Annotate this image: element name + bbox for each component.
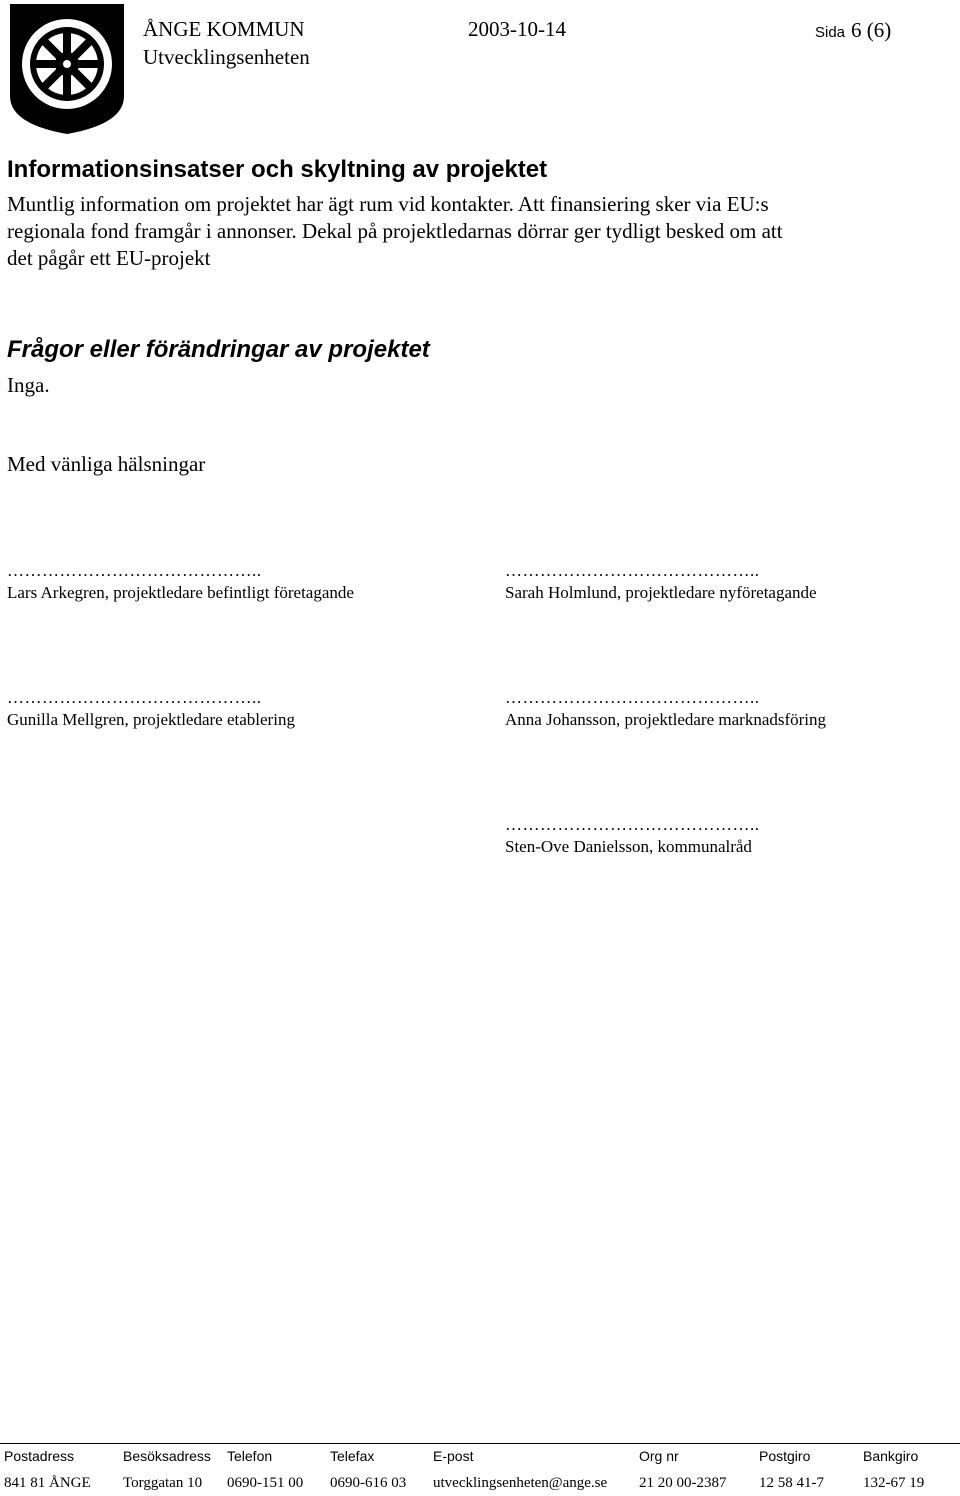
page-label: Sida (815, 24, 846, 41)
page-indicator (815, 18, 891, 43)
footer-divider (0, 1443, 960, 1444)
section-heading-questions: Frågor eller förändringar av projektet (7, 336, 430, 363)
signatory-name: Lars Arkegren, projektledare befintligt företagande (7, 583, 354, 602)
footer-value-visiting-address: Torggatan 10 (123, 1475, 203, 1491)
footer-value-postgiro: 12 58 41-7 (759, 1475, 824, 1491)
footer-value-postal-address: 841 81 ÅNGE (4, 1475, 91, 1491)
signature-block (505, 687, 826, 731)
page-number: 6 (6) (851, 18, 892, 42)
signatory-name: Sarah Holmlund, projektledare nyföretagande (505, 583, 817, 602)
footer-label-phone: Telefon (227, 1448, 273, 1464)
section-text: Inga. (7, 373, 50, 397)
footer-label-org-number: Org nr (639, 1448, 679, 1464)
footer-value-fax: 0690-616 03 (330, 1475, 407, 1491)
wheel-emblem-icon (8, 2, 126, 136)
signatory-name: Gunilla Mellgren, projektledare etablering (7, 710, 295, 729)
footer-label-postal-address: Postadress (4, 1448, 75, 1464)
section-text-line: det pågår ett EU-projekt (7, 246, 211, 270)
signature-line: …………………………………….. (505, 561, 760, 580)
footer-label-email: E-post (433, 1448, 474, 1464)
unit-name: Utvecklingsenheten (143, 45, 310, 69)
footer-label-postgiro: Postgiro (759, 1448, 811, 1464)
document-date: 2003-10-14 (468, 17, 566, 41)
footer-value-bankgiro: 132-67 19 (863, 1475, 925, 1491)
section-text-line: regionala fond framgår i annonser. Dekal på projektledarnas dörrar ger tydligt besked om att (7, 219, 783, 243)
signature-block (7, 687, 295, 731)
signature-block (505, 560, 817, 604)
signature-line: …………………………………….. (505, 688, 760, 707)
municipality-logo (8, 2, 126, 136)
footer-label-fax: Telefax (330, 1448, 375, 1464)
footer-label-bankgiro: Bankgiro (863, 1448, 919, 1464)
footer-label-visiting-address: Besöksadress (123, 1448, 211, 1464)
signature-line: …………………………………….. (7, 688, 262, 707)
signature-line: …………………………………….. (505, 815, 760, 834)
footer-value-email[interactable]: utvecklingsenheten@ange.se (433, 1475, 608, 1491)
signatory-name: Sten-Ove Danielsson, kommunalråd (505, 837, 752, 856)
section-heading-information: Informationsinsatser och skyltning av projektet (7, 156, 548, 183)
section-text-line: Muntlig information om projektet har ägt rum vid kontakter. Att finansiering sker via EU:s (7, 192, 769, 216)
closing-greeting: Med vänliga hälsningar (7, 452, 206, 476)
signatory-name: Anna Johansson, projektledare marknadsföring (505, 710, 827, 729)
signature-line: …………………………………….. (7, 561, 262, 580)
signature-block (505, 814, 760, 858)
footer-value-org-number: 21 20 00-2387 (639, 1475, 727, 1491)
signature-block (7, 560, 354, 604)
footer-value-phone: 0690-151 00 (227, 1475, 304, 1491)
organization-name: ÅNGE KOMMUN (143, 17, 305, 41)
